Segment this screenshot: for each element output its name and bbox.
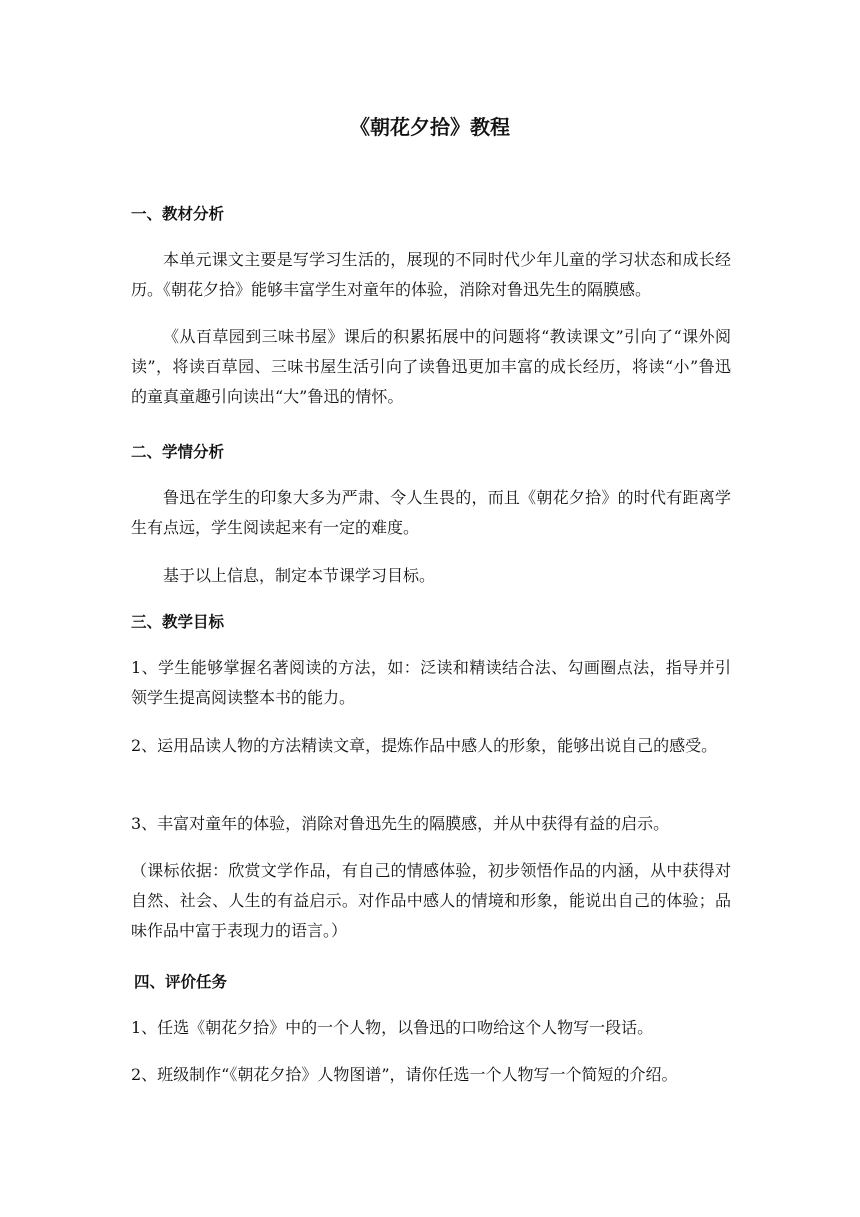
goal-item-3: 3、丰富对童年的体验，消除对鲁迅先生的隔膜感，并从中获得有益的启示。 bbox=[131, 814, 670, 833]
evaluation-task-2: 2、班级制作“《朝花夕拾》人物图谱”，请你任选一个人物写一个简短的介绍。 bbox=[131, 1065, 678, 1084]
goal-item-2: 2、运用品读人物的方法精读文章，提炼作品中感人的形象，能够出说自己的感受。 bbox=[131, 736, 718, 755]
section-heading-evaluation-tasks: 四、评价任务 bbox=[134, 973, 228, 991]
paragraph-textbook-analysis-1: 本单元课文主要是写学习生活的，展现的不同时代少年儿童的学习状态和成长经历。《朝花夕拾》能够丰富学生对童年的体验，消除对鲁迅先生的隔膜感。 bbox=[131, 250, 731, 299]
paragraph-textbook-analysis-2: 《从百草园到三味书屋》课后的积累拓展中的问题将“教读课文”引向了“课外阅读”，将读百草园、三味书屋生活引向了读鲁迅更加丰富的成长经历，将读“小”鲁迅的童真童趣引向读出“大”鲁迅的情怀。 bbox=[131, 327, 731, 406]
section-heading-textbook-analysis: 一、教材分析 bbox=[131, 205, 225, 223]
paragraph-student-analysis-1: 鲁迅在学生的印象大多为严肃、令人生畏的，而且《朝花夕拾》的时代有距离学生有点远，学生阅读起来有一定的难度。 bbox=[131, 488, 731, 537]
evaluation-task-1: 1、任选《朝花夕拾》中的一个人物，以鲁迅的口吻给这个人物写一段话。 bbox=[131, 1018, 654, 1037]
section-heading-student-analysis: 二、学情分析 bbox=[131, 443, 225, 461]
paragraph-student-analysis-2: 基于以上信息，制定本节课学习目标。 bbox=[163, 566, 436, 585]
section-heading-teaching-goals: 三、教学目标 bbox=[131, 613, 225, 631]
curriculum-basis-note: （课标依据：欣赏文学作品，有自己的情感体验，初步领悟作品的内涵，从中获得对自然、社会、人生的有益启示。对作品中感人的情境和形象，能说出自己的体验；品味作品中富于表现力的语言。） bbox=[131, 861, 731, 940]
document-title: 《朝花夕拾》教程 bbox=[350, 115, 510, 139]
goal-item-1: 1、学生能够掌握名著阅读的方法，如：泛读和精读结合法、勾画圈点法，指导并引领学生提高阅读整本书的能力。 bbox=[131, 658, 731, 707]
